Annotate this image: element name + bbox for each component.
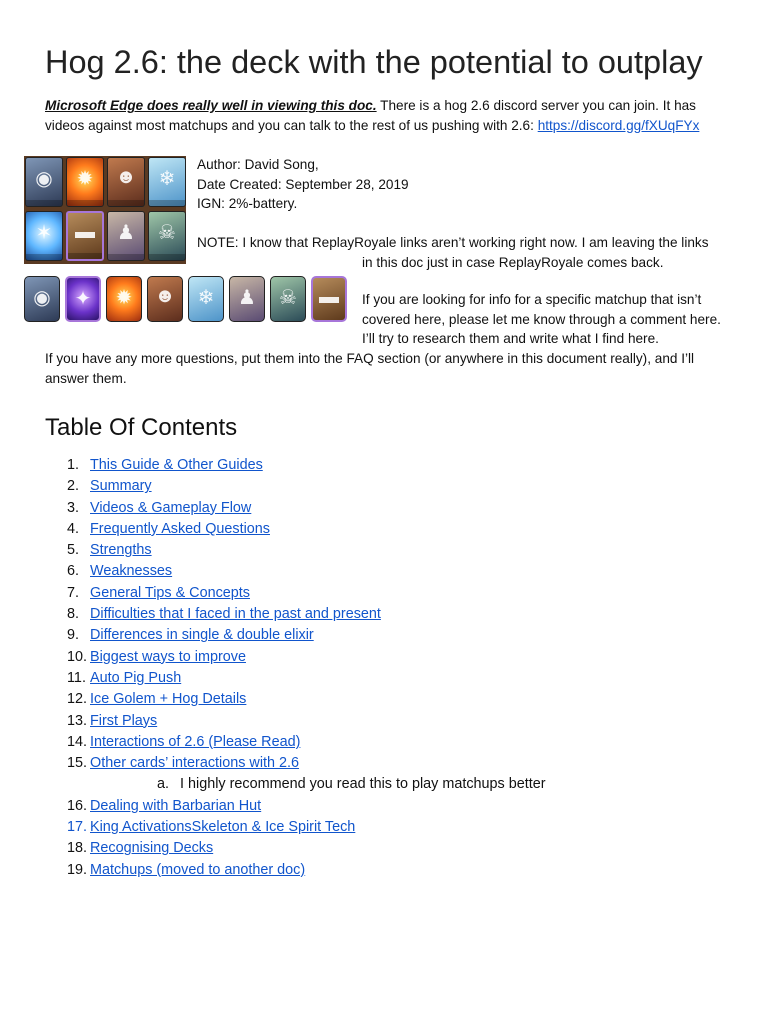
deck-cards-row <box>24 276 347 322</box>
toc-sub-item-text: I highly recommend you read this to play matchups better <box>180 776 546 793</box>
toc-item: 13. First Plays <box>45 711 725 732</box>
hog-rider-card-icon: ☻ <box>107 157 145 207</box>
evolution-card-icon: ✦ <box>65 276 101 322</box>
matchup-request-note: If you are looking for info for a specific matchup that isn’t covered here, please let me know through a comment here. I’ll try to research them and write what I find here. <box>362 292 721 346</box>
toc-item: 9. Differences in single & double elixir <box>45 625 725 646</box>
fireball-card-icon: ✹ <box>106 276 142 322</box>
intro-text: There is a hog 2.6 discord server you can join. It has videos against most matchups and you can talk to the rest of us pushing with 2.6: <box>45 98 696 133</box>
toc-link-this-guide[interactable]: This Guide & Other Guides <box>90 457 263 473</box>
toc-link-recognising-decks[interactable]: Recognising Decks <box>90 840 214 857</box>
toc-link-faq[interactable]: Frequently Asked Questions <box>90 520 270 537</box>
toc-link-weaknesses[interactable]: Weaknesses <box>90 563 173 580</box>
toc-item: 4. Frequently Asked Questions <box>45 519 725 540</box>
toc-item: 7. General Tips & Concepts <box>45 583 725 604</box>
toc-link-improve[interactable]: Biggest ways to improve <box>90 648 246 665</box>
toc-link-strengths[interactable]: Strengths <box>90 542 152 559</box>
toc-link-barbarian-hut[interactable]: Dealing with Barbarian Hut <box>90 797 262 814</box>
ign-line: IGN: 2%-battery. <box>197 196 298 211</box>
toc-item: 19. Matchups (moved to another doc) <box>45 860 725 881</box>
toc-link-other-cards[interactable]: Other cards’ interactions with 2.6 <box>90 755 300 772</box>
toc-item: 6. Weaknesses <box>45 561 725 582</box>
toc-item: 17. King ActivationsSkeleton & Ice Spirit Tech <box>45 817 725 838</box>
intro-paragraph <box>45 96 735 136</box>
toc-link-difficulties[interactable]: Difficulties that I faced in the past and present <box>90 606 381 623</box>
toc-item: 16. Dealing with Barbarian Hut <box>45 796 725 817</box>
cannon-card-icon: ◉ <box>25 157 63 207</box>
table-of-contents <box>45 455 725 881</box>
toc-link-ice-golem-hog[interactable]: Ice Golem + Hog Details <box>90 691 247 708</box>
musketeer-card-icon: ♟ <box>107 211 145 261</box>
document-title: Hog 2.6: the deck with the potential to outplay <box>45 44 703 80</box>
toc-item: 5. Strengths <box>45 540 725 561</box>
toc-link-videos[interactable]: Videos & Gameplay Flow <box>90 499 252 516</box>
toc-item: 12. Ice Golem + Hog Details <box>45 689 725 710</box>
ice-golem-card-icon: ❄ <box>188 276 224 322</box>
toc-item: 11. Auto Pig Push <box>45 668 725 689</box>
note-line-1: NOTE: I know that ReplayRoyale links aren’t working right now. I am leaving the links <box>197 235 709 250</box>
edge-note: Microsoft Edge does really well in viewing this doc. <box>45 98 377 113</box>
toc-item: 10. Biggest ways to improve <box>45 647 725 668</box>
toc-sub-item: a. I highly recommend you read this to play matchups better <box>45 774 725 795</box>
log-card-icon: ▬ <box>66 211 104 261</box>
fireball-card-icon: ✹ <box>66 157 104 207</box>
skeletons-card-icon: ☠ <box>270 276 306 322</box>
toc-link-king-activations[interactable]: King ActivationsSkeleton & Ice Spirit Tech <box>90 819 356 836</box>
log-card-icon: ▬ <box>311 276 347 322</box>
toc-link-interactions[interactable]: Interactions of 2.6 (Please Read) <box>90 733 301 750</box>
toc-link-general-tips[interactable]: General Tips & Concepts <box>90 584 250 601</box>
questions-note: If you have any more questions, put them into the FAQ section (or anywhere in this document really), and I’ll answer them. <box>45 351 695 386</box>
note-line-2: in this doc just in case ReplayRoyale comes back. <box>362 254 664 270</box>
skeletons-card-icon: ☠ <box>148 211 186 261</box>
date-line: Date Created: September 28, 2019 <box>197 176 409 192</box>
author-line: Author: David Song, <box>197 157 319 172</box>
discord-link[interactable]: https://discord.gg/fXUqFYx <box>537 118 700 133</box>
toc-item: 2. Summary <box>45 476 725 497</box>
toc-item: 15. Other cards’ interactions with 2.6 <box>45 753 725 774</box>
toc-item: 14. Interactions of 2.6 (Please Read) <box>45 732 725 753</box>
author-info <box>197 155 409 214</box>
toc-link-summary[interactable]: Summary <box>90 478 152 495</box>
toc-item: 1. This Guide & Other Guides <box>45 455 725 476</box>
replayroyale-note <box>197 233 727 272</box>
toc-item: 18. Recognising Decks <box>45 838 725 859</box>
musketeer-card-icon: ♟ <box>229 276 265 322</box>
toc-link-auto-pig-push[interactable]: Auto Pig Push <box>90 669 182 686</box>
toc-heading: Table Of Contents <box>45 414 238 441</box>
ice-golem-card-icon: ❄ <box>148 157 186 207</box>
ice-spirit-card-icon: ✶ <box>25 211 63 261</box>
toc-item: 8. Difficulties that I faced in the past and present <box>45 604 725 625</box>
toc-link-matchups[interactable]: Matchups (moved to another doc) <box>90 861 306 878</box>
hog-rider-card-icon: ☻ <box>147 276 183 322</box>
toc-link-elixir-differences[interactable]: Differences in single & double elixir <box>90 627 314 644</box>
toc-link-first-plays[interactable]: First Plays <box>90 712 158 729</box>
cannon-card-icon: ◉ <box>24 276 60 322</box>
toc-item: 3. Videos & Gameplay Flow <box>45 498 725 519</box>
deck-cards-grid <box>24 156 186 264</box>
